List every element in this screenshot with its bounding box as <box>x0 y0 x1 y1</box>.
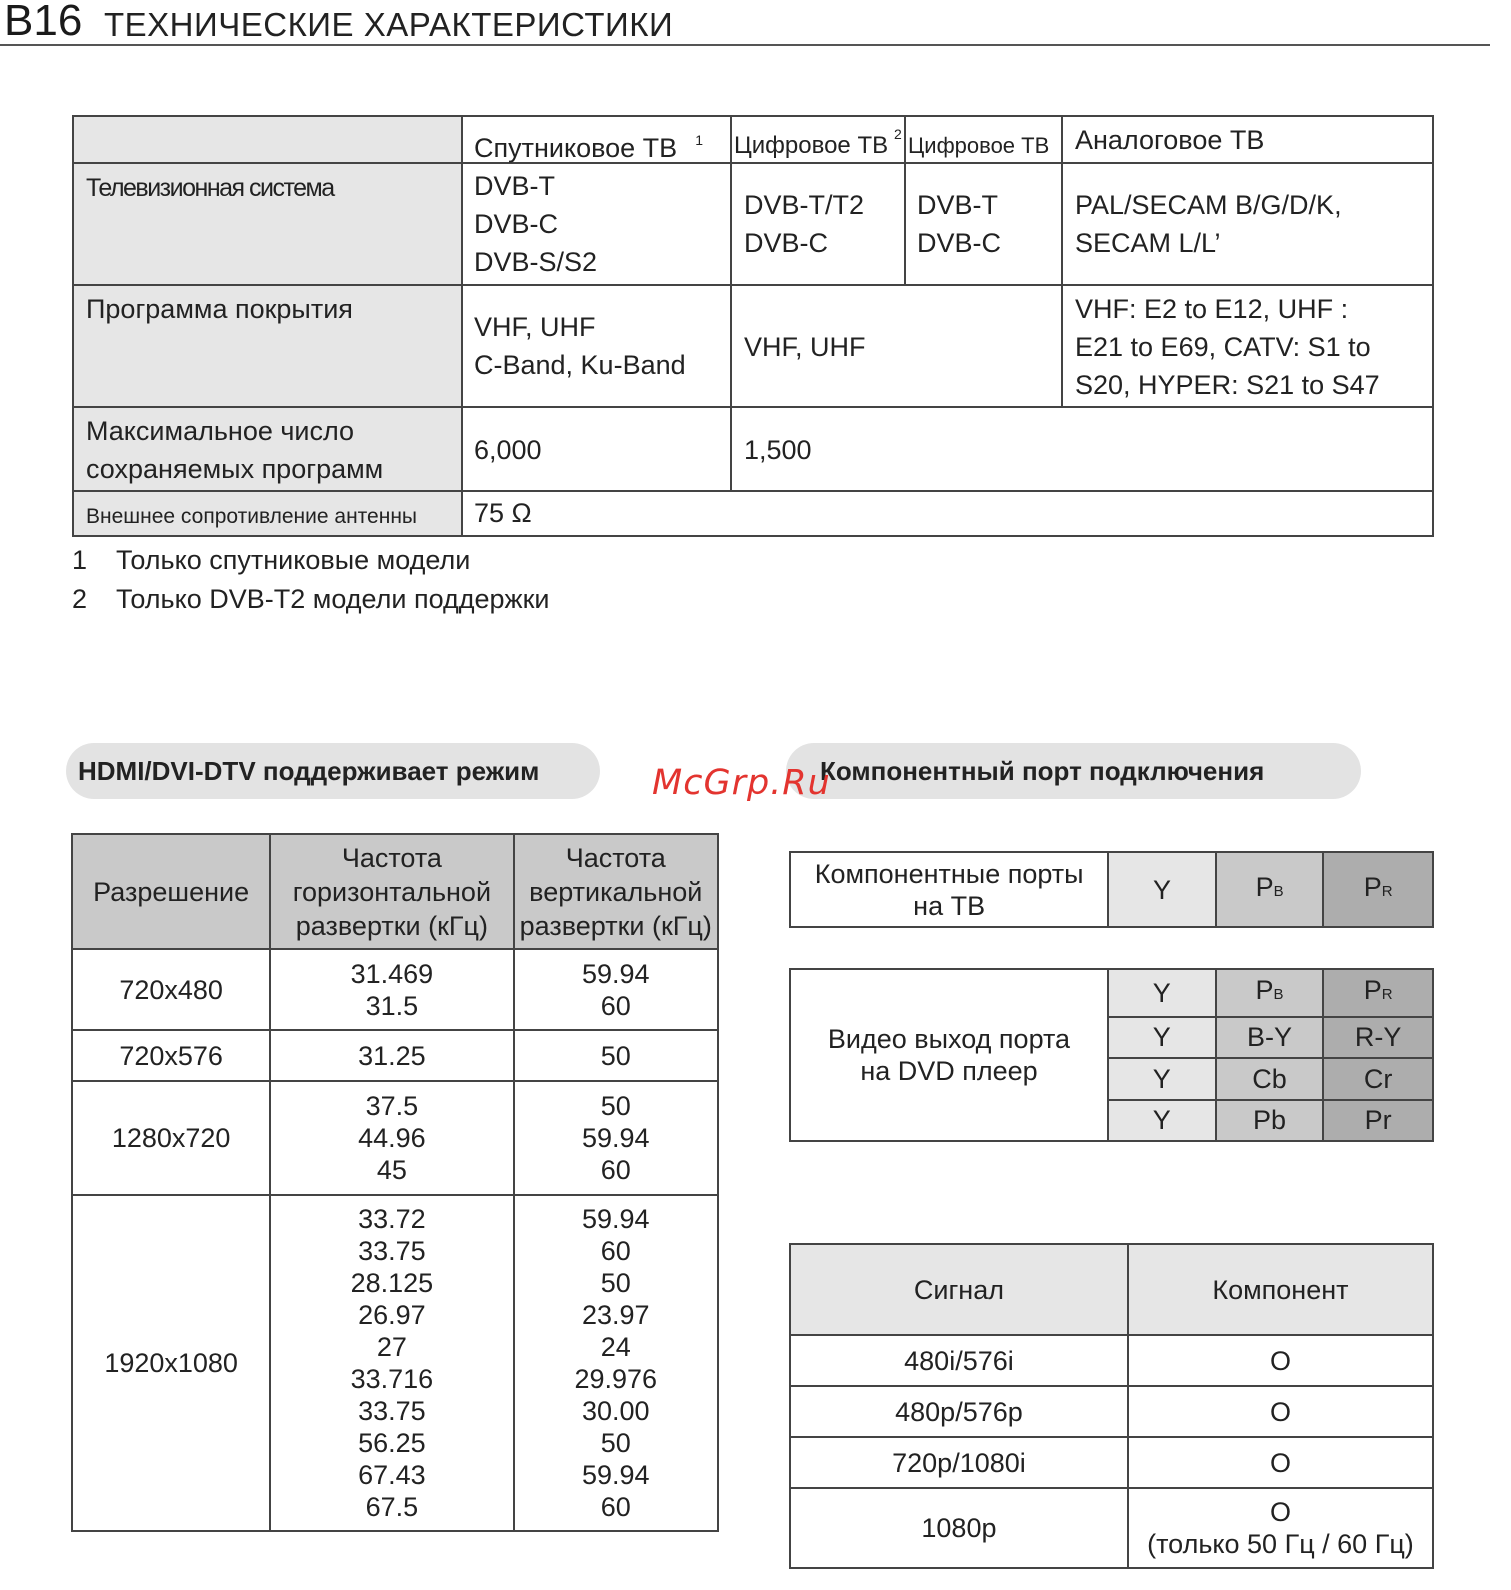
header-component: Компонент <box>1128 1244 1433 1335</box>
signal-cell: 720p/1080i <box>790 1437 1128 1488</box>
v-freq-cell: 50 59.94 60 <box>514 1081 718 1195</box>
component-section-title: Компонентный порт подключения <box>786 743 1361 799</box>
table-row <box>72 1195 718 1531</box>
header-signal: Сигнал <box>790 1244 1128 1335</box>
dvd-cell: Y <box>1108 969 1216 1017</box>
dvd-cell: Y <box>1108 1058 1216 1099</box>
dvd-cell: Pb <box>1216 1100 1324 1142</box>
dvd-label: Видео выход порта на DVD плеер <box>790 969 1108 1141</box>
h-freq-cell: 31.469 31.5 <box>270 949 513 1030</box>
max-programs-other: 1,500 <box>744 435 812 465</box>
dvd-cell: Cb <box>1216 1058 1324 1099</box>
signal-table <box>789 1243 1434 1569</box>
footnote-2: 2 Только DVB-T2 модели поддержки <box>72 584 550 614</box>
signal-cell: 1080p <box>790 1488 1128 1568</box>
resolution-cell: 720x480 <box>72 949 270 1030</box>
footnote-1: 1 Только спутниковые модели <box>72 545 471 575</box>
h-freq-cell: 31.25 <box>270 1030 513 1081</box>
dvd-output-table <box>789 968 1434 1142</box>
component-cell: O <box>1128 1386 1433 1437</box>
ports-label: Компонентные порты на ТВ <box>790 852 1108 927</box>
tv-system-digital-2: DVB-T DVB-C <box>917 190 1002 258</box>
tv-system-digital-1: DVB-T/T2 DVB-C <box>744 190 865 258</box>
antenna-value: 75 Ω <box>474 498 532 528</box>
h-freq-cell: 37.5 44.96 45 <box>270 1081 513 1195</box>
port-pb: PB <box>1216 852 1324 927</box>
dvd-cell: R-Y <box>1323 1017 1433 1058</box>
component-cell: O (только 50 Гц / 60 Гц) <box>1128 1488 1433 1568</box>
component-cell: O <box>1128 1335 1433 1386</box>
v-freq-cell: 50 <box>514 1030 718 1081</box>
page-code: B16 <box>4 0 83 45</box>
row-label-max-programs: Максимальное число сохраняемых программ <box>86 416 384 484</box>
dvd-cell: PR <box>1323 969 1433 1017</box>
dvd-cell: Y <box>1108 1017 1216 1058</box>
h-freq-cell: 33.72 33.75 28.125 26.97 27 33.716 33.75 56.25 67.43 67.5 <box>270 1195 513 1531</box>
page-header <box>0 0 1490 46</box>
table-row <box>790 1437 1433 1488</box>
watermark: McGrp.Ru <box>652 763 831 803</box>
table-row <box>790 1488 1433 1568</box>
col-satellite: Спутниковое ТВ $^1$ <box>474 132 703 163</box>
resolution-cell: 1920x1080 <box>72 1195 270 1531</box>
coverage-analog: VHF: E2 to E12, UHF : E21 to E69, CATV: S1 to S20, HYPER: S21 to S47 <box>1075 294 1380 400</box>
resolution-cell: 720x576 <box>72 1030 270 1081</box>
dvd-cell: B-Y <box>1216 1017 1324 1058</box>
col-digital-2: Цифровое ТВ <box>908 133 1050 158</box>
table-row <box>790 969 1433 1017</box>
row-label-tv-system: Телевизионная система <box>86 174 334 202</box>
v-freq-cell: 59.94 60 <box>514 949 718 1030</box>
signal-cell: 480i/576i <box>790 1335 1128 1386</box>
hdmi-table <box>71 833 719 1532</box>
header-vertical: Частота вертикальной развертки (кГц) <box>514 834 718 949</box>
dvd-cell: PB <box>1216 969 1324 1017</box>
max-programs-satellite: 6,000 <box>474 435 542 465</box>
port-y: Y <box>1108 852 1216 927</box>
row-label-antenna: Внешнее сопротивление антенны <box>86 505 418 528</box>
resolution-cell: 1280x720 <box>72 1081 270 1195</box>
hdmi-section-title: HDMI/DVI-DTV поддерживает режим <box>66 743 600 799</box>
v-freq-cell: 59.94 60 50 23.97 24 29.976 30.00 50 59.94 60 <box>514 1195 718 1531</box>
col-digital-1: Цифровое ТВ 2 <box>734 126 902 159</box>
header-resolution: Разрешение <box>72 834 270 949</box>
signal-cell: 480p/576p <box>790 1386 1128 1437</box>
tv-system-satellite: DVB-T DVB-C DVB-S/S2 <box>474 171 598 277</box>
table-row <box>790 1335 1433 1386</box>
dvd-cell: Cr <box>1323 1058 1433 1099</box>
component-cell: O <box>1128 1437 1433 1488</box>
dvd-cell: Pr <box>1323 1100 1433 1142</box>
row-label-coverage: Программа покрытия <box>86 294 353 324</box>
header-horizontal: Частота горизонтальной развертки (кГц) <box>270 834 513 949</box>
port-pr: PR <box>1323 852 1433 927</box>
col-analog: Аналоговое ТВ <box>1075 125 1265 155</box>
table-row <box>72 949 718 1030</box>
table-row <box>790 1386 1433 1437</box>
coverage-digital: VHF, UHF <box>744 332 866 362</box>
table-row <box>72 1030 718 1081</box>
dvd-cell: Y <box>1108 1100 1216 1142</box>
spec-table <box>72 115 1434 537</box>
tv-system-analog: PAL/SECAM B/G/D/K, SECAM L/L’ <box>1075 190 1342 258</box>
table-row <box>72 1081 718 1195</box>
ports-table <box>789 851 1434 928</box>
coverage-satellite: VHF, UHF C-Band, Ku-Band <box>474 312 686 380</box>
page-title: ТЕХНИЧЕСКИЕ ХАРАКТЕРИСТИКИ <box>104 6 674 43</box>
